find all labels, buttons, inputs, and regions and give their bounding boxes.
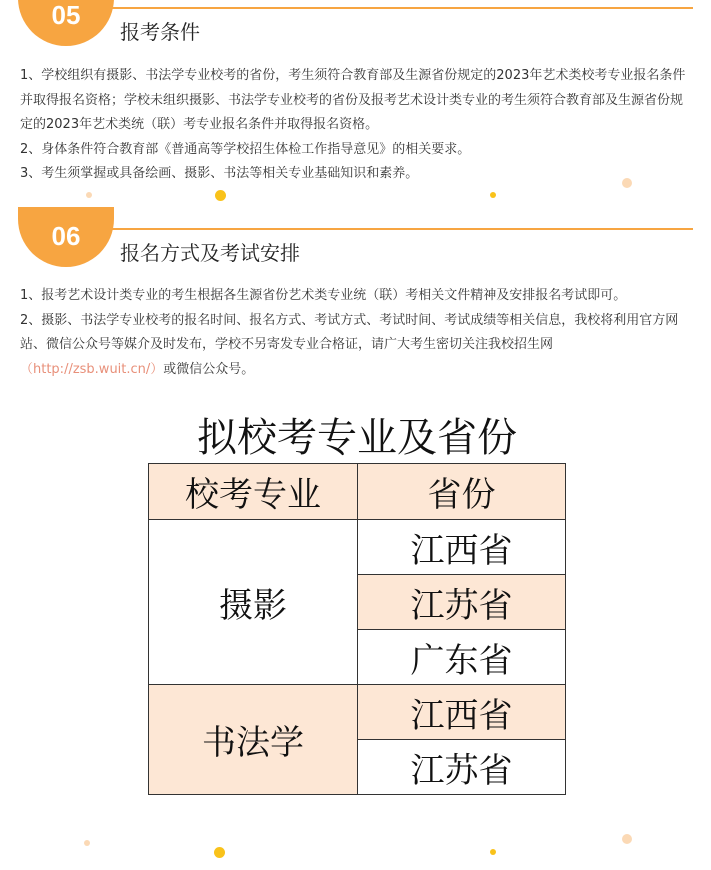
section-05-header [0, 0, 711, 48]
table-header-major: 校考专业 [149, 464, 358, 520]
section-divider [70, 7, 693, 9]
province-cell: 江西省 [358, 520, 566, 575]
decor-dot [490, 849, 496, 855]
condition-item: 2、身体条件符合教育部《普通高等学校招生体检工作指导意见》的相关要求。 [20, 141, 471, 157]
exam-provinces-table [148, 406, 566, 795]
section-05-body [20, 64, 694, 187]
province-cell: 江西省 [358, 685, 566, 740]
major-cell: 摄影 [149, 520, 358, 685]
section-title: 报名方式及考试安排 [120, 241, 300, 265]
section-title: 报考条件 [120, 20, 200, 44]
section-number: 06 [51, 221, 81, 251]
section-06-body [20, 284, 694, 382]
section-divider [70, 228, 693, 230]
admissions-link[interactable]: （http://zsb.wuit.cn/） [20, 361, 164, 377]
arrangement-item: 1、报考艺术设计类专业的考生根据各生源省份艺术类专业统（联）考相关文件精神及安排报名考试即可。 [20, 288, 627, 303]
province-cell: 广东省 [358, 630, 566, 685]
condition-item: 3、考生须掌握或具备绘画、摄影、书法等相关专业基础知识和素养。 [20, 166, 419, 181]
decor-dot [490, 192, 496, 198]
arrangement-item: 2、摄影、书法学专业校考的报名时间、报名方式、考试方式、考试时间、考试成绩等相关信息，我校将利用官方网站、微信公众号等媒介及时发布，学校不另寄发专业合格证，请广大考生密切关注我校招生网（http://zsb.wuit.cn/）或微信公众号。 [20, 312, 679, 377]
decor-dot [622, 178, 632, 188]
section-06-header [0, 221, 711, 269]
section-number: 05 [51, 0, 81, 30]
decor-dot [214, 847, 225, 858]
decor-dot [84, 840, 90, 846]
condition-item: 1、学校组织有摄影、书法学专业校考的省份，考生须符合教育部及生源省份规定的2023年艺术类校考专业报名条件并取得报名资格；学校未组织摄影、书法学专业校考的省份及报考艺术设计类专业的考生须符合教育部及生源省份规定的2023年艺术类统（联）考专业报名条件并取得报名资格。 [20, 68, 686, 132]
decor-dot [622, 834, 632, 844]
table-header-province: 省份 [358, 464, 566, 520]
major-cell: 书法学 [149, 685, 358, 795]
province-cell: 江苏省 [358, 575, 566, 630]
decor-dot [86, 192, 92, 198]
province-cell: 江苏省 [358, 740, 566, 795]
decor-dot [215, 190, 226, 201]
table-title: 拟校考专业及省份 [149, 406, 566, 464]
